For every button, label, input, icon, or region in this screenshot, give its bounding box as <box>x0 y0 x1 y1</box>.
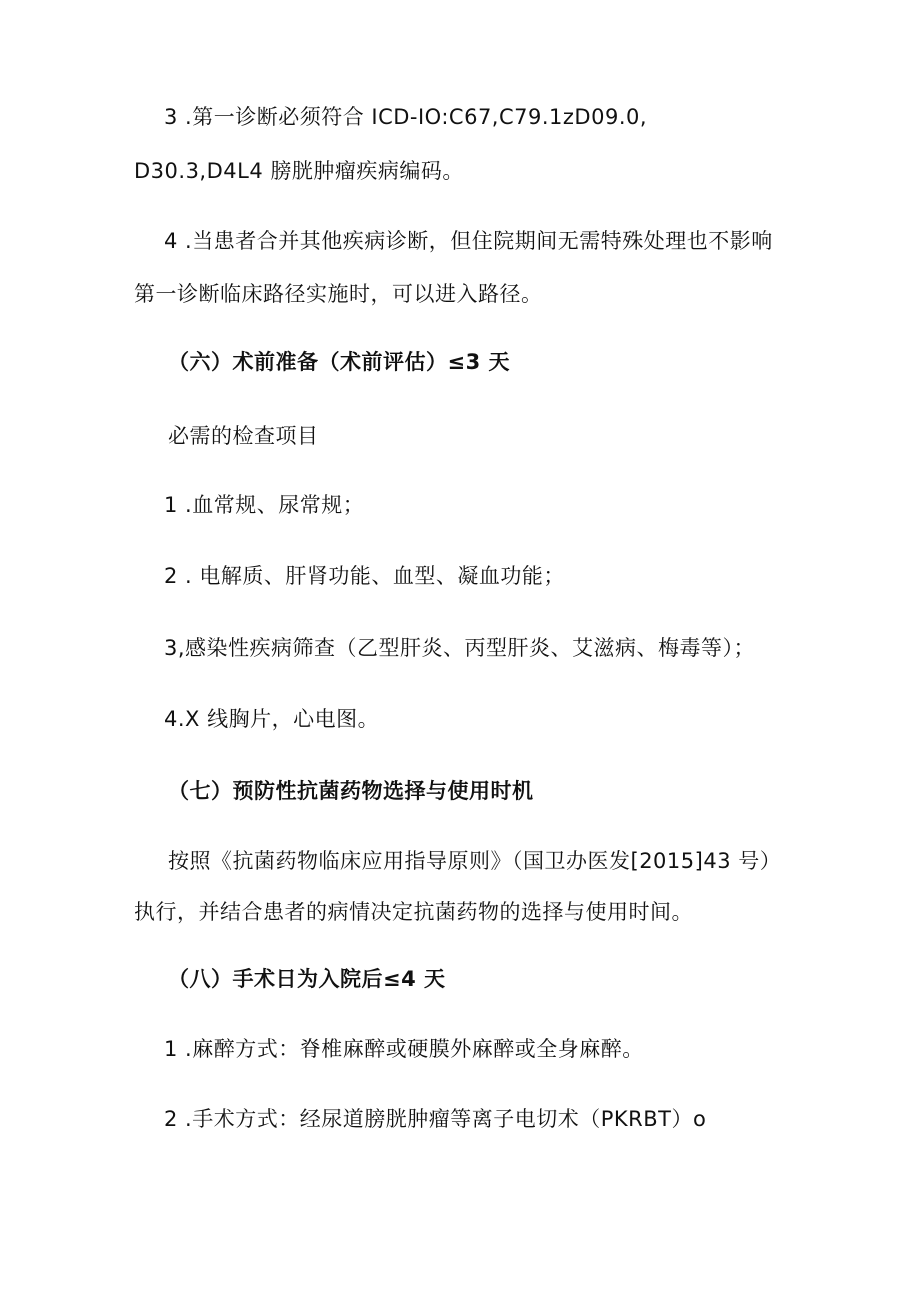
diagnosis-code-line-2: D30.3,D4L4 膀胱肿瘤疾病编码。 <box>134 159 464 183</box>
section-heading-surgery-day: （八）手术日为入院后≤4 天 <box>168 967 446 991</box>
exam-item-3: 3,感染性疾病筛查（乙型肝炎、丙型肝炎、艾滋病、梅毒等）； <box>164 636 756 660</box>
section-heading-antibiotics: （七）预防性抗菌药物选择与使用时机 <box>168 779 534 803</box>
comorbidity-line-1: 4 .当患者合并其他疾病诊断，但住院期间无需特殊处理也不影响 <box>164 229 773 253</box>
exam-item-4: 4.X 线胸片，心电图。 <box>164 707 380 731</box>
surgery-method: 2 .手术方式：经尿道膀胱肿瘤等离子电切术（PKRBT）o <box>164 1107 707 1131</box>
exam-item-2: 2 . 电解质、肝肾功能、血型、凝血功能； <box>164 564 565 588</box>
antibiotic-line-1: 按照《抗菌药物临床应用指导原则》（国卫办医发[2015]43 号） <box>168 849 782 873</box>
diagnosis-code-line-1: 3 .第一诊断必须符合 ICD-IO:C67,C79.1zD09.0, <box>164 105 648 129</box>
comorbidity-line-2: 第一诊断临床路径实施时，可以进入路径。 <box>134 282 543 306</box>
exam-item-1: 1 .血常规、尿常规； <box>164 493 365 517</box>
required-exams-title: 必需的检查项目 <box>168 424 319 448</box>
antibiotic-line-2: 执行，并结合患者的病情决定抗菌药物的选择与使用时间。 <box>134 900 693 924</box>
section-heading-preop: （六）术前准备（术前评估）≤3 天 <box>168 350 511 374</box>
anesthesia-method: 1 .麻醉方式：脊椎麻醉或硬膜外麻醉或全身麻醉。 <box>164 1037 644 1061</box>
